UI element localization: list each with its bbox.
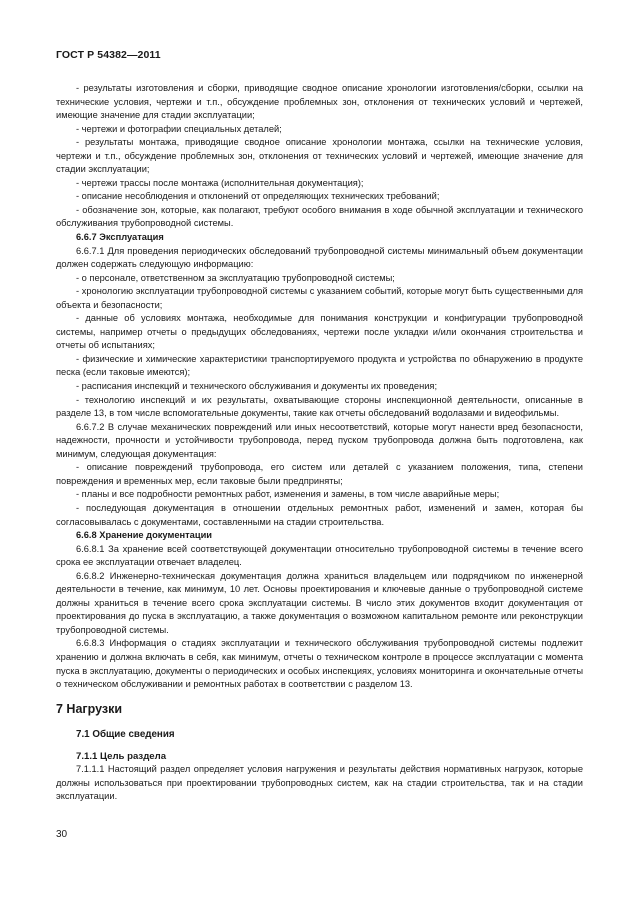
paragraph: 6.6.7.2 В случае механических повреждений или иных несоответствий, которые могут нанести вред безопасности, надежности, прочности и устойчивости трубопровода, перед пуском трубопровода должна быть подготовлена, как минимум, следующая документация:	[56, 421, 583, 459]
clause-heading-6-6-7: 6.6.7 Эксплуатация	[76, 232, 164, 243]
paragraph: - планы и все подробности ремонтных работ, изменения и замены, в том числе аварийные меры;	[76, 489, 500, 500]
paragraph: 6.6.8.3 Информация о стадиях эксплуатации и технического обслуживания трубопроводной системы подлежит хранению и должна включать в себя, как минимум, отчеты о техническом контроле в процессе эксплуатации с момента пуска в эксплуатацию, документы о периодических и особых инспекциях, условиях мониторинга и окончательные отчеты о техническом обслуживании и ремонтных работах в соответствии с разделом 13.	[56, 638, 583, 690]
paragraph: 6.6.8.2 Инженерно-техническая документация должна храниться владельцем или подрядчиком по инженерной деятельности в течение, как минимум, 10 лет. Основы проектирования и ключевые данные о трубопроводной системе должны храниться в течение всего срока эксплуатации системы. В число этих документов входит документация от проектирования до пуска в эксплуатацию, а также документация о возможном капитальном ремонте или реконструкции трубопроводной системы.	[56, 570, 583, 635]
paragraph: - обозначение зон, которые, как полагают, требуют особого внимания в ходе обычной эксплуатации и технического обслуживания трубопроводной системы.	[56, 204, 583, 229]
paragraph: - физические и химические характеристики транспортируемого продукта и устройства по обнаружению в продукте песка (если таковые имеются);	[56, 353, 583, 378]
paragraph: - технологию инспекций и их результаты, охватывающие стороны инспекционной деятельности, описанные в разделе 13, в том числе вспомогательные документы, такие как отчеты обследований водолазами и видеофильмы.	[56, 394, 583, 419]
document-body	[56, 82, 583, 804]
clause-heading-6-6-8: 6.6.8 Хранение документации	[76, 530, 212, 541]
paragraph: - последующая документация в отношении отдельных ремонтных работ, изменений и замен, которая бы согласовывалась с документами, составленными на стадии строительства.	[56, 502, 583, 527]
paragraph: - описание несоблюдения и отклонений от определяющих технических требований;	[76, 191, 440, 202]
paragraph: - данные об условиях монтажа, необходимые для понимания конструкции и конфигурации трубопроводной системы, например отчеты о предыдущих обследованиях, чертежи после укладки и/или окончания строительства и отчеты об испытаниях;	[56, 313, 583, 351]
paragraph: - расписания инспекций и технического обслуживания и документы их проведения;	[76, 381, 438, 392]
paragraph: 6.6.7.1 Для проведения периодических обследований трубопроводной системы минимальный объем документации должен содержать следующую информацию:	[56, 245, 583, 270]
document-header: ГОСТ Р 54382—2011	[56, 49, 161, 61]
paragraph: - результаты монтажа, приводящие сводное описание хронологии монтажа, ссылки на технические условия, чертежи и т.п., обсуждение проблемных зон, отклонения от технических условий и чертежей, имеющие значение для стадии эксплуатации;	[56, 137, 583, 175]
paragraph: - результаты изготовления и сборки, приводящие сводное описание хронологии изготовления/сборки, ссылки на технические условия, чертежи и т.п., обсуждение проблемных зон, отклонения от технических условий и чертежей, имеющие значение для стадии эксплуатации;	[56, 83, 583, 121]
paragraph: 6.6.8.1 За хранение всей соответствующей документации относительно трубопроводной системы в течение всего срока ее эксплуатации отвечает владелец.	[56, 543, 583, 568]
subsection-heading-7-1: 7.1 Общие сведения	[76, 729, 175, 741]
clause-heading-7-1-1: 7.1.1 Цель раздела	[76, 750, 167, 762]
paragraph: - описание повреждений трубопровода, его систем или деталей с указанием положения, типа, степени повреждения и временных мер, если таковые были предприняты;	[56, 462, 583, 486]
paragraph: 7.1.1.1 Настоящий раздел определяет условия нагружения и результаты действия нормативных нагрузок, которые должны использоваться при проектировании трубопроводных систем, как на стадии строительства, так и на стадии эксплуатации.	[56, 764, 583, 802]
paragraph: - о персонале, ответственном за эксплуатацию трубопроводной системы;	[76, 272, 395, 283]
paragraph: - хронологию эксплуатации трубопроводной системы с указанием событий, которые могут быть существенными для объекта и безопасности;	[56, 286, 583, 310]
paragraph: - чертежи трассы после монтажа (исполнительная документация);	[76, 177, 364, 188]
section-heading-7: 7 Нагрузки	[56, 701, 123, 716]
page-number: 30	[56, 829, 68, 840]
paragraph: - чертежи и фотографии специальных деталей;	[76, 123, 282, 134]
